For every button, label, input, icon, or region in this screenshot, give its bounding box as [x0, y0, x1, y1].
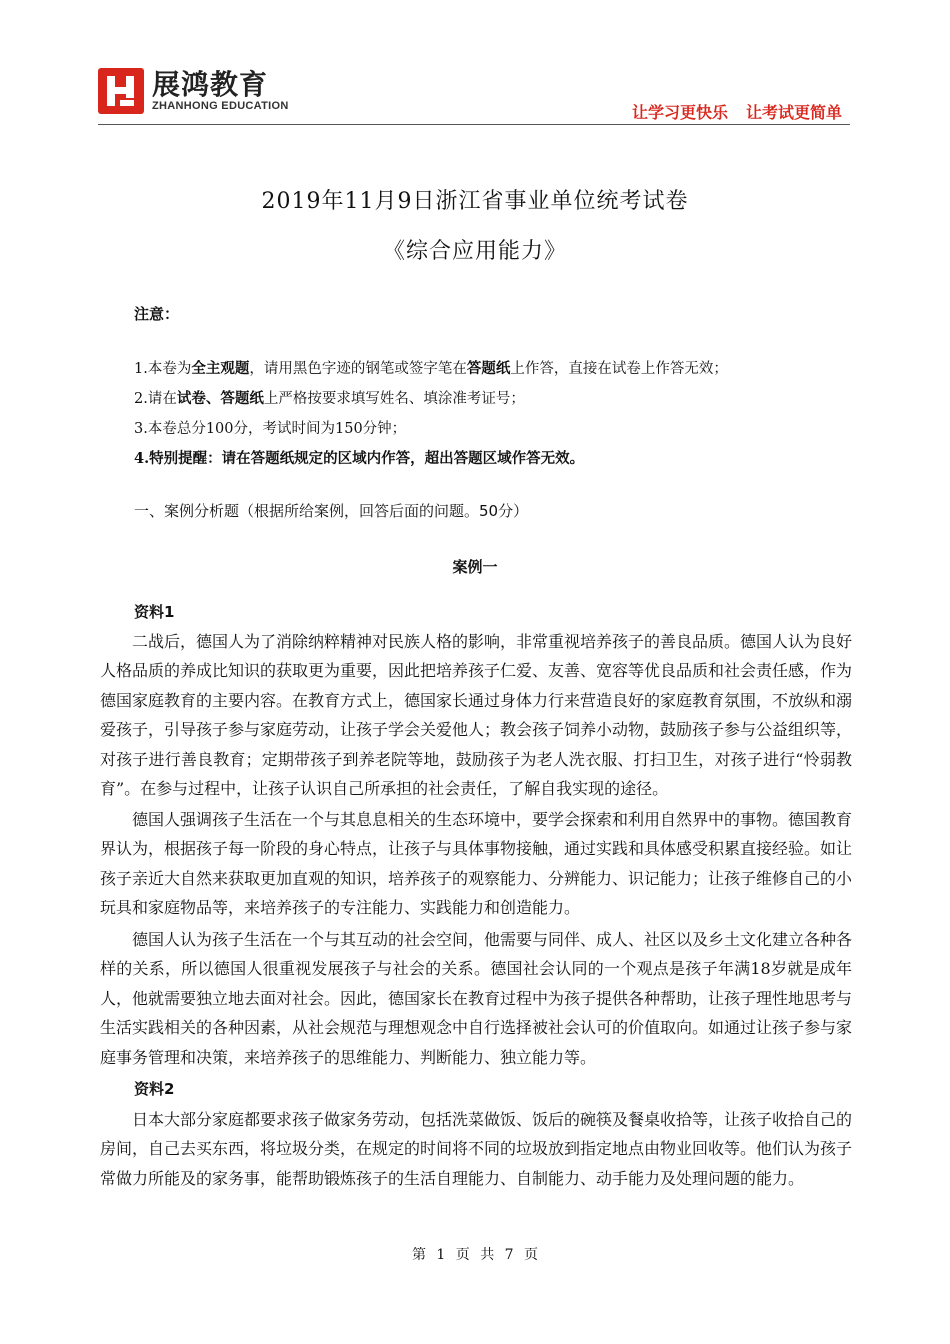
- material-1-paragraph-1: 二战后，德国人为了消除纳粹精神对民族人格的影响，非常重视培养孩子的善良品质。德国人认为良好人格品质的养成比知识的获取更为重要，因此把培养孩子仁爱、友善、宽容等优良品质和社会责任感，作为德国家庭教育的主要内容。在教育方式上，德国家长通过身体力行来营造良好的家庭教育氛围，不放纵和溺爱孩子，引导孩子参与家庭劳动，让孩子学会关爱他人；教会孩子饲养小动物，鼓励孩子参与公益组织等，对孩子进行善良教育；定期带孩子到养老院等地，鼓励孩子为老人洗衣服、打扫卫生，对孩子进行“怜弱教育”。在参与过程中，让孩子认识自己所承担的社会责任，了解自我实现的途径。: [100, 632, 853, 799]
- logo-mark-icon: [98, 68, 144, 114]
- page-number: 第 1 页 共 7 页: [411, 1247, 539, 1263]
- case-title: 案例一: [452, 558, 498, 576]
- notice-item-1: 1.本卷为全主观题，请用黑色字迹的钢笔或签字笔在答题纸上作答，直接在试卷上作答无效；: [134, 360, 728, 377]
- notice-item-4: 4.特别提醒：请在答题纸规定的区域内作答，超出答题区域作答无效。: [134, 450, 585, 467]
- slogan-2: 让考试更简单: [745, 103, 842, 122]
- material-1-paragraph-2: 德国人强调孩子生活在一个与其息息相关的生态环境中，要学会探索和利用自然界中的事物。德国教育界认为，根据孩子每一阶段的身心特点，让孩子与具体事物接触，通过实践和具体感受积累直接经验。如让孩子亲近大自然来获取更加直观的知识，培养孩子的观察能力、分辨能力、识记能力；让孩子维修自己的小玩具和家庭物品等，来培养孩子的专注能力、实践能力和创造能力。: [100, 810, 853, 918]
- notice-label: 注意：: [134, 305, 180, 323]
- material-1-paragraph-3: 德国人认为孩子生活在一个与其互动的社会空间，他需要与同伴、成人、社区以及乡土文化建立各种各样的关系，所以德国人很重视发展孩子与社会的关系。德国社会认同的一个观点是孩子年满18岁就是成年人，他就需要独立地去面对社会。因此，德国家长在教育过程中为孩子提供各种帮助，让孩子理性地思考与生活实践相关的各种因素，从社会规范与理想观念中自行选择被社会认可的价值取向。如通过让孩子参与家庭事务管理和决策，来培养孩子的思维能力、判断能力、独立能力等。: [100, 930, 853, 1067]
- document-subtitle: 《综合应用能力》: [382, 239, 567, 264]
- document-title: 2019年11月9日浙江省事业单位统考试卷: [261, 189, 689, 214]
- section-heading: 一、案例分析题（根据所给案例，回答后面的问题。50分）: [134, 502, 529, 520]
- material-2-label: 资料2: [134, 1080, 175, 1098]
- material-2-paragraph-1: 日本大部分家庭都要求孩子做家务劳动，包括洗菜做饭、饭后的碗筷及餐桌收拾等，让孩子收拾自己的房间，自己去买东西，将垃圾分类，在规定的时间将不同的垃圾放到指定地点由物业回收等。他们认为孩子常做力所能及的家务事，能帮助锻炼孩子的生活自理能力、自制能力、动手能力及处理问题的能力。: [100, 1110, 853, 1188]
- logo-name-en: ZHANHONG EDUCATION: [152, 100, 289, 112]
- logo-name-cn: 展鸿教育: [152, 68, 269, 101]
- notice-item-3: 3.本卷总分100分，考试时间为150分钟；: [134, 421, 407, 437]
- notice-item-2: 2.请在试卷、答题纸上严格按要求填写姓名、填涂准考证号；: [134, 390, 525, 407]
- header-divider: [98, 124, 850, 125]
- logo-text: [152, 70, 289, 112]
- slogan: [614, 100, 842, 123]
- logo: [98, 66, 289, 116]
- material-1-label: 资料1: [134, 603, 175, 621]
- slogan-1: 让学习更快乐: [631, 103, 728, 122]
